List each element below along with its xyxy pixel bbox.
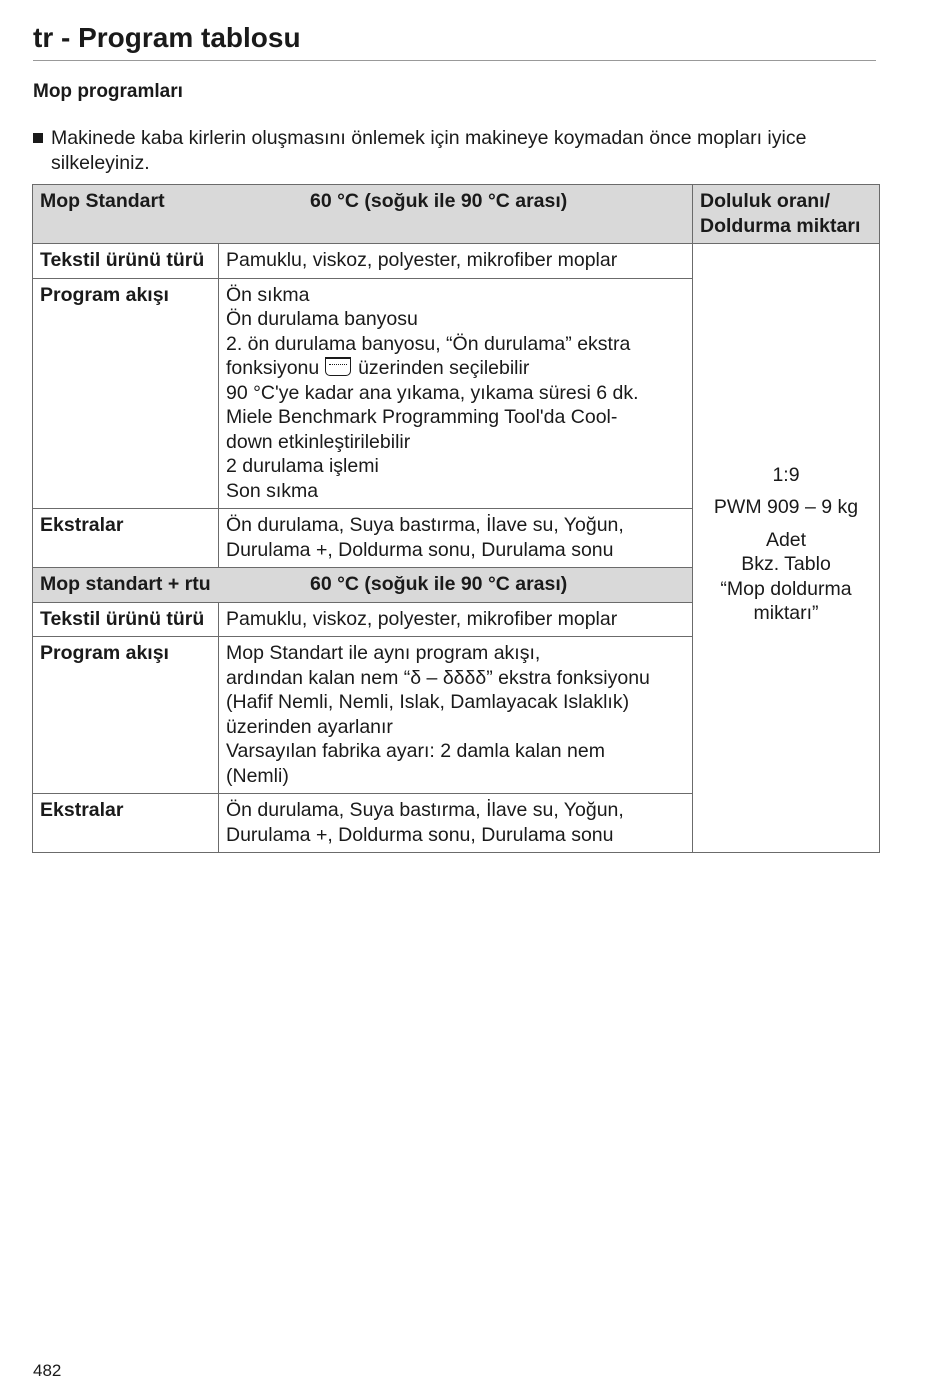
- flow-line: 2 durulama işlemi: [226, 455, 379, 477]
- program1-temp: 60 °C (soğuk ile 90 °C arası): [310, 190, 568, 212]
- flow-line: (Nemli): [226, 764, 289, 787]
- load-header-line1: Doluluk oranı/: [700, 190, 831, 212]
- load-cell: [693, 244, 880, 853]
- load-ref-line: Bkz. Tablo: [741, 553, 831, 575]
- program1-textile-label: Tekstil ürünü türü: [33, 244, 219, 279]
- flow-line: down etkinleştirilebilir: [226, 430, 411, 453]
- program1-extras-label: Ekstralar: [33, 509, 219, 568]
- program2-extras-label: Ekstralar: [33, 794, 219, 853]
- flow-line: [226, 356, 685, 381]
- note-paragraph: [33, 126, 873, 175]
- flow-line: 2. ön durulama banyosu, “Ön durulama” ekstra: [226, 332, 631, 355]
- extras-line: Durulama +, Doldurma sonu, Durulama sonu: [226, 538, 614, 561]
- program2-textile-value: Pamuklu, viskoz, polyester, mikrofiber moplar: [219, 602, 693, 637]
- flow-line: Son sıkma: [226, 479, 319, 502]
- extras-line: Ön durulama, Suya bastırma, İlave su, Yoğun,: [226, 514, 624, 536]
- extras-line: Durulama +, Doldurma sonu, Durulama sonu: [226, 823, 614, 846]
- program1-flow-value: [219, 278, 693, 509]
- program2-flow-value: [219, 637, 693, 794]
- program1-textile-value: Pamuklu, viskoz, polyester, mikrofiber moplar: [219, 244, 693, 279]
- note-text: Makinede kaba kirlerin oluşmasını önlemek için makineye koymadan önce mopları iyice silkeleyiniz.: [51, 127, 807, 174]
- program1-name: Mop Standart: [40, 190, 165, 212]
- program2-header: [33, 568, 693, 603]
- flow-line: 90 °C'ye kadar ana yıkama, yıkama süresi 6 dk.: [226, 381, 639, 404]
- program2-extras-value: [219, 794, 693, 853]
- program1-header: [33, 185, 693, 244]
- load-ref-line: miktarı”: [753, 602, 819, 624]
- flow-line: (Hafif Nemli, Nemli, Islak, Damlayacak Islaklık): [226, 691, 630, 713]
- program2-flow-label: Program akışı: [33, 637, 219, 794]
- flow-line: üzerinden ayarlanır: [226, 715, 393, 738]
- program2-temp: 60 °C (soğuk ile 90 °C arası): [310, 573, 568, 595]
- section-title: Mop programları: [33, 81, 183, 102]
- load-unit: Adet: [765, 528, 807, 551]
- flow-line-part: fonksiyonu: [226, 357, 320, 379]
- program-table: [32, 184, 880, 853]
- flow-line: Ön durulama banyosu: [226, 308, 418, 330]
- program2-textile-label: Tekstil ürünü türü: [33, 602, 219, 637]
- square-bullet-icon: [33, 133, 43, 143]
- load-ref-line: “Mop doldurma: [720, 577, 852, 600]
- flow-line: ardından kalan nem “δ – δδδδ” ekstra fonksiyonu: [226, 666, 650, 689]
- load-machine: PWM 909 – 9 kg: [713, 496, 859, 518]
- prewash-tub-icon: [325, 357, 351, 376]
- flow-line: Varsayılan fabrika ayarı: 2 damla kalan nem: [226, 740, 605, 762]
- program1-extras-value: [219, 509, 693, 568]
- extras-line: Ön durulama, Suya bastırma, İlave su, Yoğun,: [226, 799, 624, 821]
- program1-header-row: [33, 185, 880, 244]
- load-reference: [703, 528, 869, 626]
- load-header-line2: Doldurma miktarı: [700, 214, 861, 237]
- flow-line: Ön sıkma: [226, 283, 310, 306]
- load-ratio: 1:9: [772, 463, 800, 486]
- program1-textile-row: [33, 244, 880, 279]
- program1-flow-label: Program akışı: [33, 278, 219, 509]
- flow-line: Mop Standart ile aynı program akışı,: [226, 642, 541, 664]
- page-title: tr - Program tablosu: [33, 20, 876, 61]
- program2-name: Mop standart + rtu: [40, 573, 211, 595]
- load-header: [693, 185, 880, 244]
- page-number: 482: [33, 1361, 62, 1380]
- flow-line-part: üzerinden seçilebilir: [358, 357, 530, 379]
- flow-line: Miele Benchmark Programming Tool'da Cool-: [226, 406, 618, 428]
